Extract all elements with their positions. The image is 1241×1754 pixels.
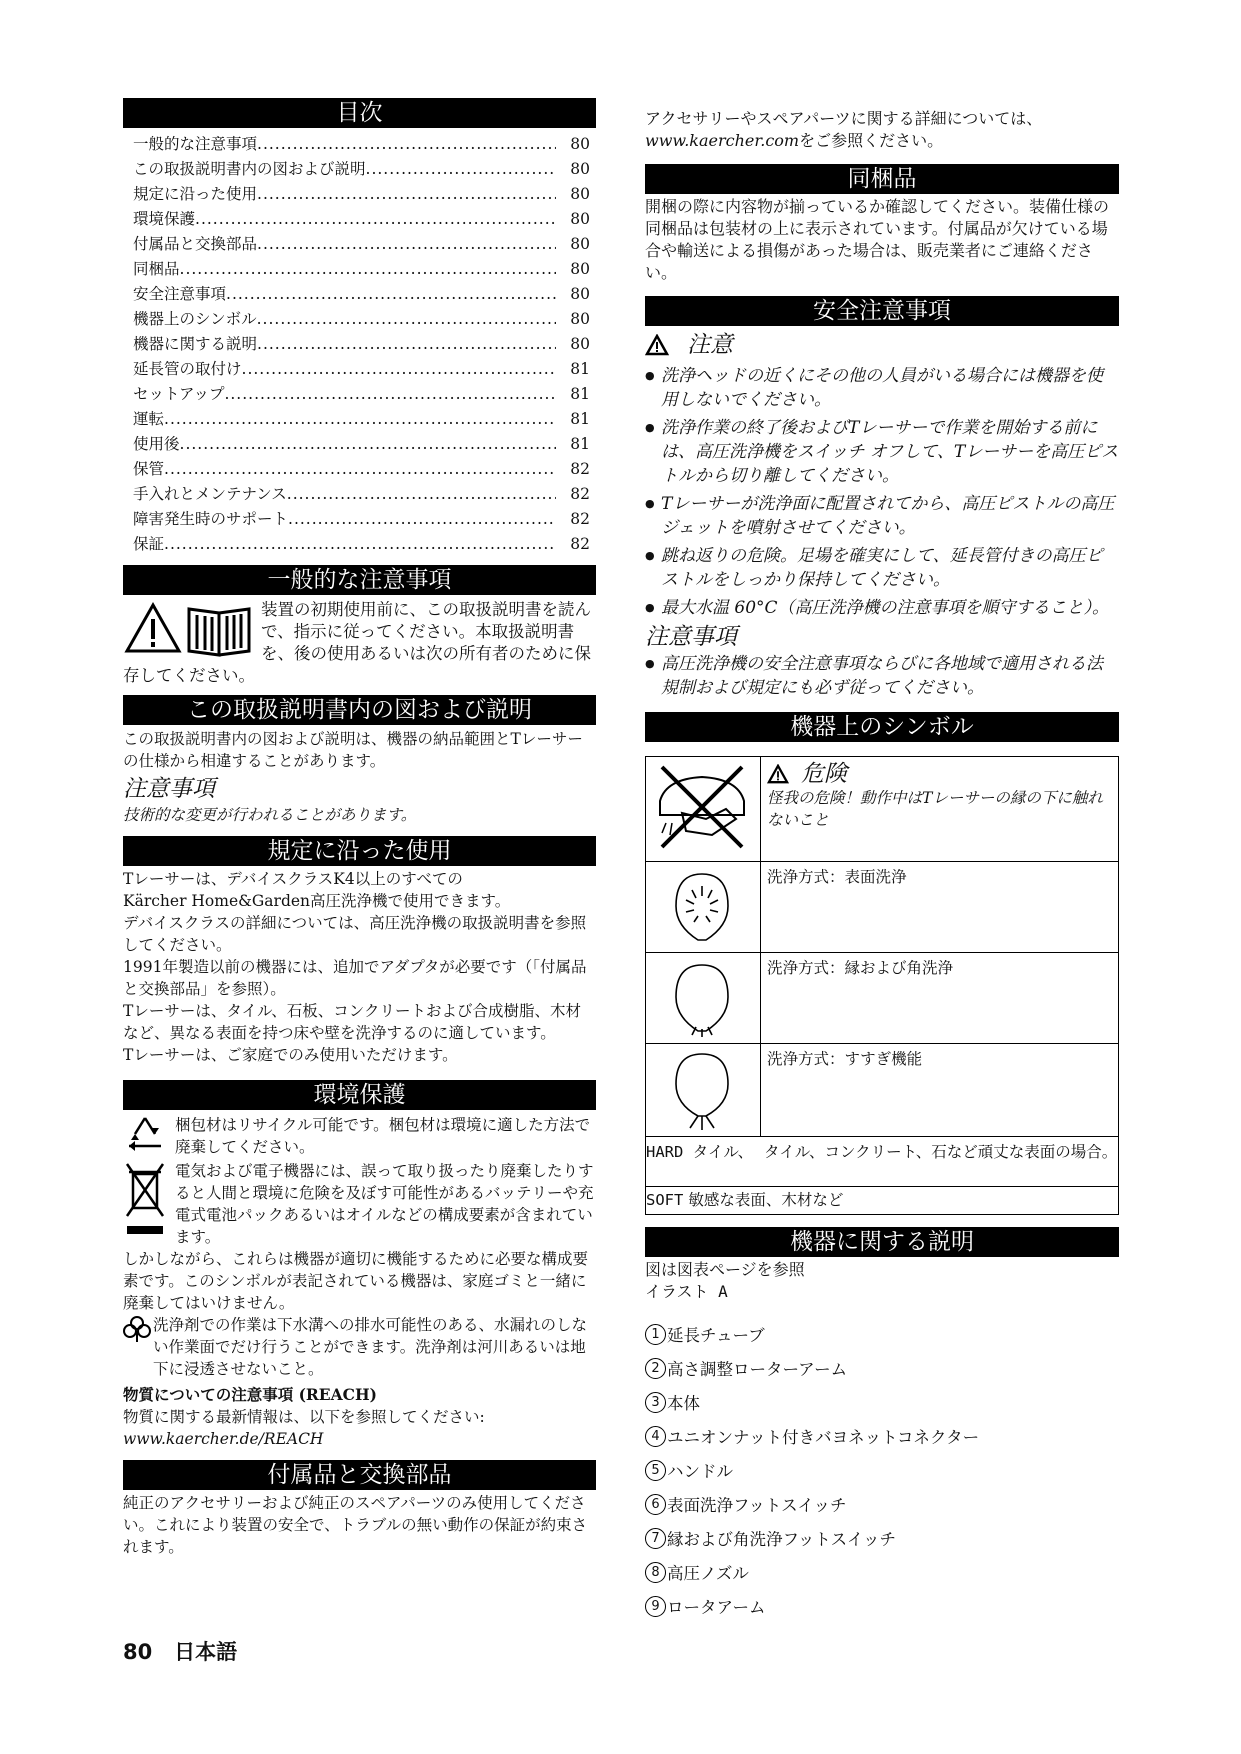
hard-label: HARD bbox=[646, 1143, 684, 1161]
toc-item[interactable]: 延長管の取付け ..... 81 bbox=[133, 357, 590, 382]
warning-triangle-icon bbox=[123, 599, 255, 659]
hard-text: タイル、コンクリート、石など頑丈な表面の場合。 bbox=[764, 1143, 1118, 1161]
accessories-heading: 付属品と交換部品 bbox=[123, 1460, 596, 1490]
part-item: 8 高圧ノズル bbox=[645, 1555, 1119, 1589]
toc-item[interactable]: 環境保護 ..... 80 bbox=[133, 207, 590, 232]
danger-hand-icon bbox=[646, 757, 761, 862]
figures-text: この取扱説明書内の図および説明は、機器の納品範囲とTレーサーの仕様から相違することがあります。 bbox=[123, 730, 583, 770]
kaercher-url[interactable]: www.kaercher.com bbox=[645, 131, 800, 150]
part-item: 2 高さ調整ローターアーム bbox=[645, 1351, 1119, 1385]
intended-use-line: Tレーサーは、タイル、石板、コンクリートおよび合成樹脂、木材など、異なる表面を持つ床や壁を洗浄するのに適しています。 bbox=[123, 1002, 581, 1042]
toc-item[interactable]: 安全注意事項 ..... 80 bbox=[133, 282, 590, 307]
detergent-text: 洗浄剤での作業は下水溝への排水可能性のある、水漏れのしない作業面でだけ行うことができます。洗浄剤は河川あるいは地下に浸透させないこと。 bbox=[153, 1316, 588, 1378]
safety-note-item: ● 高圧洗浄機の安全注意事項ならびに各地域で適用される法規制および規定にも必ず従ってください。 bbox=[645, 654, 1103, 698]
toc-item[interactable]: 規定に沿った使用 ..... 80 bbox=[133, 182, 590, 207]
scope-text: 開梱の際に内容物が揃っているか確認してください。装備仕様の同梱品は包装材の上に表示されています。付属品が欠けている場合や輸送による損傷があった場合は、販売業者にご連絡ください。 bbox=[645, 197, 1110, 282]
crossed-bin-icon bbox=[123, 1160, 167, 1240]
toc-item[interactable]: セットアップ ..... 81 bbox=[133, 382, 590, 407]
part-list bbox=[645, 1317, 1119, 1623]
toc-item[interactable]: 付属品と交換部品 ..... 80 bbox=[133, 232, 590, 257]
caution-item: ● 洗浄作業の終了後およびTレーサーで作業を開始する前には、高圧洗浄機をスイッチ オフして、Tレーサーを高圧ピストルから切り離してください。 bbox=[645, 418, 1119, 486]
caution-item: ● 洗浄ヘッドの近くにその他の人員がいる場合には機器を使用しないでください。 bbox=[645, 366, 1103, 410]
recycle-row bbox=[123, 1114, 596, 1158]
intended-use-line: Kärcher Home&Garden高圧洗浄機で使用できます。 bbox=[123, 892, 511, 910]
part-item: 4 ユニオンナット付きバヨネットコネクター bbox=[645, 1419, 1119, 1453]
part-item: 6 表面洗浄フットスイッチ bbox=[645, 1487, 1119, 1521]
left-column bbox=[123, 98, 596, 1558]
page-footer bbox=[123, 1636, 237, 1666]
toc-item[interactable]: 保管 ..... 82 bbox=[133, 457, 590, 482]
caution-item: ● 最大水温 60°C（高圧洗浄機の注意事項を順守すること）。 bbox=[645, 598, 1110, 618]
manual-book-icon bbox=[189, 609, 249, 655]
toc-item[interactable]: 使用後 ..... 81 bbox=[133, 432, 590, 457]
hard-row: HARD タイル、 タイル、コンクリート、石など頑丈な表面の場合。 bbox=[646, 1137, 1119, 1187]
toc-item[interactable]: この取扱説明書内の図および説明 ..... 80 bbox=[133, 157, 590, 182]
rinse-text: 洗浄方式：すすぎ機能 bbox=[761, 1044, 1119, 1137]
reach-title: 物質についての注意事項 (REACH) bbox=[123, 1385, 377, 1404]
figures-note-text: 技術的な変更が行われることがあります。 bbox=[123, 806, 417, 824]
intended-use-line: Tレーサーは、ご家庭でのみ使用いただけます。 bbox=[123, 1046, 458, 1064]
description-ref: 図は図表ページを参照 bbox=[645, 1260, 805, 1279]
figures-note-title: 注意事項 bbox=[123, 776, 215, 802]
toc-heading: 目次 bbox=[123, 98, 596, 128]
soft-text: 敏感な表面、木材など bbox=[688, 1191, 844, 1209]
toc-item[interactable]: 手入れとメンテナンス ..... 82 bbox=[133, 482, 590, 507]
symbols-heading: 機器上のシンボル bbox=[645, 712, 1119, 742]
caution-title-row bbox=[645, 330, 1119, 360]
intended-use-body bbox=[123, 868, 596, 1066]
rinse-icon bbox=[646, 1044, 761, 1137]
part-item: 5 ハンドル bbox=[645, 1453, 1119, 1487]
intended-use-line: Tレーサーは、デバイスクラスK4以上のすべての bbox=[123, 870, 463, 888]
caution-list bbox=[645, 364, 1119, 620]
description-illustration: イラスト A bbox=[645, 1282, 728, 1301]
general-text: 装置の初期使用前に、この取扱説明書を読んで、指示に従ってください。本取扱説明書を、後の使用あるいは次の所有者のために保存してください。 bbox=[123, 600, 591, 685]
intended-use-line: 1991年製造以前の機器には、追加でアダプタが必要です（「付属品と交換部品」を参照）。 bbox=[123, 958, 587, 998]
part-item: 9 ロータアーム bbox=[645, 1589, 1119, 1623]
intended-use-line: デバイスクラスの詳細については、高圧洗浄機の取扱説明書を参照してください。 bbox=[123, 914, 587, 954]
toc-item[interactable]: 障害発生時のサポート ..... 82 bbox=[133, 507, 590, 532]
danger-cell bbox=[761, 757, 1119, 862]
intended-use-heading: 規定に沿った使用 bbox=[123, 836, 596, 866]
safety-heading: 安全注意事項 bbox=[645, 296, 1119, 326]
symbols-table bbox=[645, 756, 1119, 1215]
part-item: 3 本体 bbox=[645, 1385, 1119, 1419]
description-heading: 機器に関する説明 bbox=[645, 1227, 1119, 1257]
caution-item: ● Tレーサーが洗浄面に配置されてから、高圧ピストルの高圧ジェットを噴射させてください。 bbox=[645, 494, 1115, 538]
safety-note-title: 注意事項 bbox=[645, 624, 737, 650]
warning-triangle-icon bbox=[645, 334, 669, 356]
language-label: 日本語 bbox=[174, 1640, 238, 1664]
recycle-icon bbox=[123, 1114, 167, 1154]
toc-item[interactable]: 機器に関する説明 ..... 80 bbox=[133, 332, 590, 357]
figures-heading: この取扱説明書内の図および説明 bbox=[123, 695, 596, 725]
environment-heading: 環境保護 bbox=[123, 1080, 596, 1110]
right-column bbox=[645, 108, 1119, 1623]
weee-text-2: しかしながら、これらは機器が適切に機能するために必要な構成要素です。このシンボルが表記されている機器は、家庭ゴミと一緒に廃棄してはいけません。 bbox=[123, 1250, 589, 1312]
danger-text: 怪我の危険！動作中はTレーサーの縁の下に触れないこと bbox=[767, 789, 1103, 829]
accessories-text: 純正のアクセサリーおよび純正のスペアパーツのみ使用してください。これにより装置の安全で、トラブルの無い動作の保証が約束されます。 bbox=[123, 1494, 588, 1556]
part-item: 7 縁および角洗浄フットスイッチ bbox=[645, 1521, 1119, 1555]
page-number: 80 bbox=[123, 1640, 153, 1664]
surface-clean-text: 洗浄方式：表面洗浄 bbox=[761, 862, 1119, 953]
environment-body bbox=[123, 1114, 596, 1450]
soft-label: SOFT bbox=[646, 1191, 684, 1209]
general-heading: 一般的な注意事項 bbox=[123, 565, 596, 595]
danger-title: 危険 bbox=[801, 761, 847, 787]
scope-heading: 同梱品 bbox=[645, 164, 1119, 194]
toc-item[interactable]: 同梱品 ..... 80 bbox=[133, 257, 590, 282]
caution-title: 注意 bbox=[687, 332, 733, 358]
detergent-row bbox=[123, 1314, 596, 1380]
general-section bbox=[123, 599, 596, 687]
surface-clean-icon bbox=[646, 862, 761, 953]
accessories-text-2: アクセサリーやスペアパーツに関する詳細については、www.kaercher.comをご参照ください。 bbox=[645, 109, 1043, 150]
warning-manual-icons bbox=[123, 599, 255, 661]
caution-item: ● 跳ね返りの危険。足場を確実にして、延長管付きの高圧ピストルをしっかり保持してください。 bbox=[645, 546, 1103, 590]
soft-row bbox=[646, 1187, 1119, 1215]
weee-text: 電気および電子機器には、誤って取り扱ったり廃棄したりすると人間と環境に危険を及ぼす可能性があるバッテリーや充電式電池パックあるいはオイルなどの構成要素が含まれています。 bbox=[175, 1162, 594, 1246]
warning-triangle-icon bbox=[767, 764, 789, 784]
toc-item[interactable]: 保証 ..... 82 bbox=[133, 532, 590, 557]
toc-item[interactable]: 運転 ..... 81 bbox=[133, 407, 590, 432]
toc-item[interactable]: 機器上のシンボル ..... 80 bbox=[133, 307, 590, 332]
clover-icon bbox=[123, 1314, 151, 1344]
recycle-text: 梱包材はリサイクル可能です。梱包材は環境に適した方法で廃棄してください。 bbox=[175, 1116, 591, 1156]
weee-row bbox=[123, 1160, 596, 1248]
edge-clean-text: 洗浄方式：縁および角洗浄 bbox=[761, 953, 1119, 1044]
part-item: 1 延長チューブ bbox=[645, 1317, 1119, 1351]
toc-list bbox=[123, 128, 596, 557]
toc-item[interactable]: 一般的な注意事項 ..... 80 bbox=[133, 132, 590, 157]
reach-url[interactable]: www.kaercher.de/REACH bbox=[123, 1430, 324, 1448]
edge-clean-icon bbox=[646, 953, 761, 1044]
reach-text: 物質に関する最新情報は、以下を参照してください: bbox=[123, 1408, 485, 1426]
